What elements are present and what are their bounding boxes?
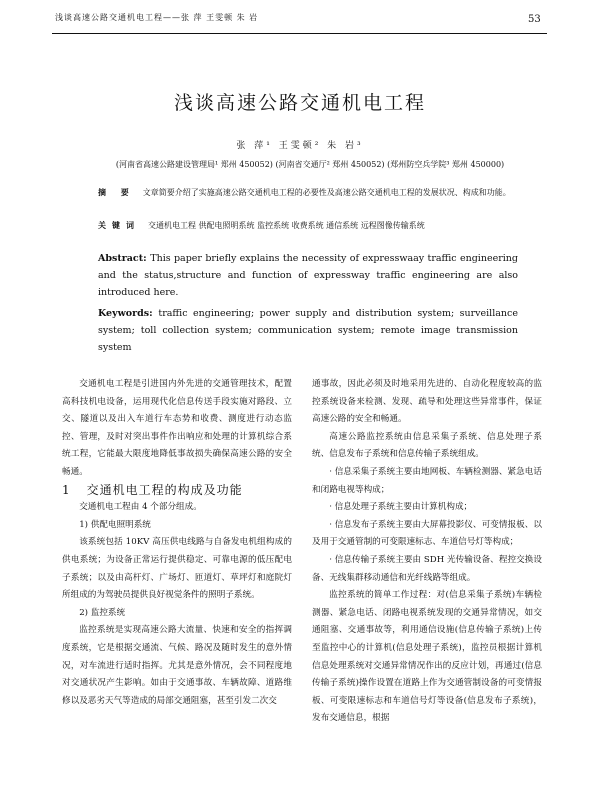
keywords-en-label: Keywords	[98, 308, 150, 319]
keywords-en: Keywords: traffic engineering; power supply and distribution system; surveillance system; toll collection system; communication system; remote image transmission system	[98, 308, 518, 353]
body-paragraph: 该系统包括 10KV 高压供电线路与自备发电机组构成的供电系统；为设备正常运行提供稳定、可靠电源的低压配电子系统；以及由高杆灯、广场灯、匝道灯、草坪灯和庭院灯所组成的为驾驶员提供良好视觉条件的照明子系统。	[62, 537, 292, 601]
article-title: 浅谈高速公路交通机电工程	[173, 92, 426, 114]
right-column	[312, 376, 542, 728]
subsection-heading: 2) 监控系统	[79, 607, 126, 618]
intro-paragraph: 交通机电工程是引进国内外先进的交通管理技术，配置高科技机电设备，运用现代化信息传送手段实施对路段、立交、隧道以及出入车道行车态势和收费、测度进行动态监控、管理，及时对突出事件作出响应和处理的计算机综合系统工程，它能最大限度地降低事故损失确保高速公路的安全畅通。	[62, 379, 292, 477]
header-rule	[52, 33, 547, 34]
section-1-heading	[62, 482, 292, 500]
bullet-item: · 信息处理子系统主要由计算机构成；	[329, 502, 473, 513]
abstract-en-text: This paper briefly explains the necessity of expresswaay traffic engineering and the status,structure and function of expressway traffic engineering are also introduced here.	[98, 253, 518, 298]
body-paragraph: 高速公路监控系统由信息采集子系统、信息处理子系统、信息发布子系统和信息传输子系统组成。	[312, 431, 542, 460]
body-paragraph: 通事故，因此必须及时地采用先进的、自动化程度较高的监控系统设备来检测、发现、疏导和处理这些异常事件，保证高速公路的安全和畅通。	[312, 379, 542, 425]
affiliations: (河南省高速公路建设管理局¹ 郑州 450052) (河南省交通厅² 郑州 450052) (郑州防空兵学院³ 郑州 450000)	[115, 160, 505, 169]
abstract-cn	[98, 185, 518, 200]
bullet-item: · 信息采集子系统主要由地网板、车辆检测器、紧急电话和闭路电视等构成；	[312, 466, 542, 495]
section-1-number: 1	[62, 482, 71, 497]
keywords-cn-label: 关键词	[98, 220, 140, 230]
body-paragraph: 监控系统是实现高速公路大流量、快速和安全的指挥调度系统，它是根据交通流、气候、路况及随时发生的意外情况，对车流进行适时指挥。尤其是意外情况，会不同程度地对交通状况产生影响。如由于交通事故、车辆故障、道路维修以及恶劣天气等造成的局部交通阻塞，甚至引发二次交	[62, 625, 292, 706]
left-column	[62, 376, 292, 710]
section-1-title: 交通机电工程的构成及功能	[86, 482, 243, 497]
abstract-cn-text: 文章简要介绍了实施高速公路交通机电工程的必要性及高速公路交通机电工程的发展状况、构成和功能。	[142, 188, 511, 197]
page-number: 53	[528, 14, 541, 25]
running-head: 浅谈高速公路交通机电工程——张 萍 王雯顿 朱 岩	[55, 13, 259, 22]
bullet-item: · 信息发布子系统主要由大屏幕投影仪、可变情报板、以及用于交通管制的可变限速标志、车道信号灯等构成；	[312, 519, 542, 548]
body-paragraph: 交通机电工程由 4 个部分组成。	[79, 502, 202, 513]
bullet-item: · 信息传输子系统主要由 SDH 光传输设备、程控交换设备、无线集群移动通信和光纤线路等组成。	[312, 554, 542, 583]
abstract-cn-label: 摘 要	[98, 187, 135, 197]
body-paragraph: 监控系统的简单工作过程：对(信息采集子系统)车辆检测器、紧急电话、闭路电视系统发现的交通异常情况，如交通阻塞、交通事故等，利用通信设施(信息传输子系统)上传至监控中心的计算机(信息处理子系统)，监控员根据计算机信息处理系统对交通异常情况作出的反应计划，再通过(信息传输子系统)操作设置在道路上作为交通管制设备的可变情报板、可变限速标志和车道信号灯等设备(信息发布子系统)，发布交通信息，根据	[312, 590, 542, 724]
keywords-cn	[98, 218, 518, 233]
subsection-heading: 1) 供配电照明系统	[79, 519, 151, 530]
keywords-en-text: traffic engineering; power supply and distribution system; surveillance system; toll collection system; communication system; remote image transmission system	[98, 308, 518, 353]
abstract-en-label: Abstract	[98, 253, 144, 264]
keywords-cn-text: 交通机电工程 供配电照明系统 监控系统 收费系统 通信系统 远程图像传输系统	[148, 221, 425, 230]
abstract-en: Abstract: This paper briefly explains the necessity of expresswaay traffic engineering and the status,structure and function of expressway traffic engineering are also introduced here.	[98, 253, 518, 298]
authors: 张 萍¹ 王雯顿² 朱 岩³	[236, 141, 364, 151]
